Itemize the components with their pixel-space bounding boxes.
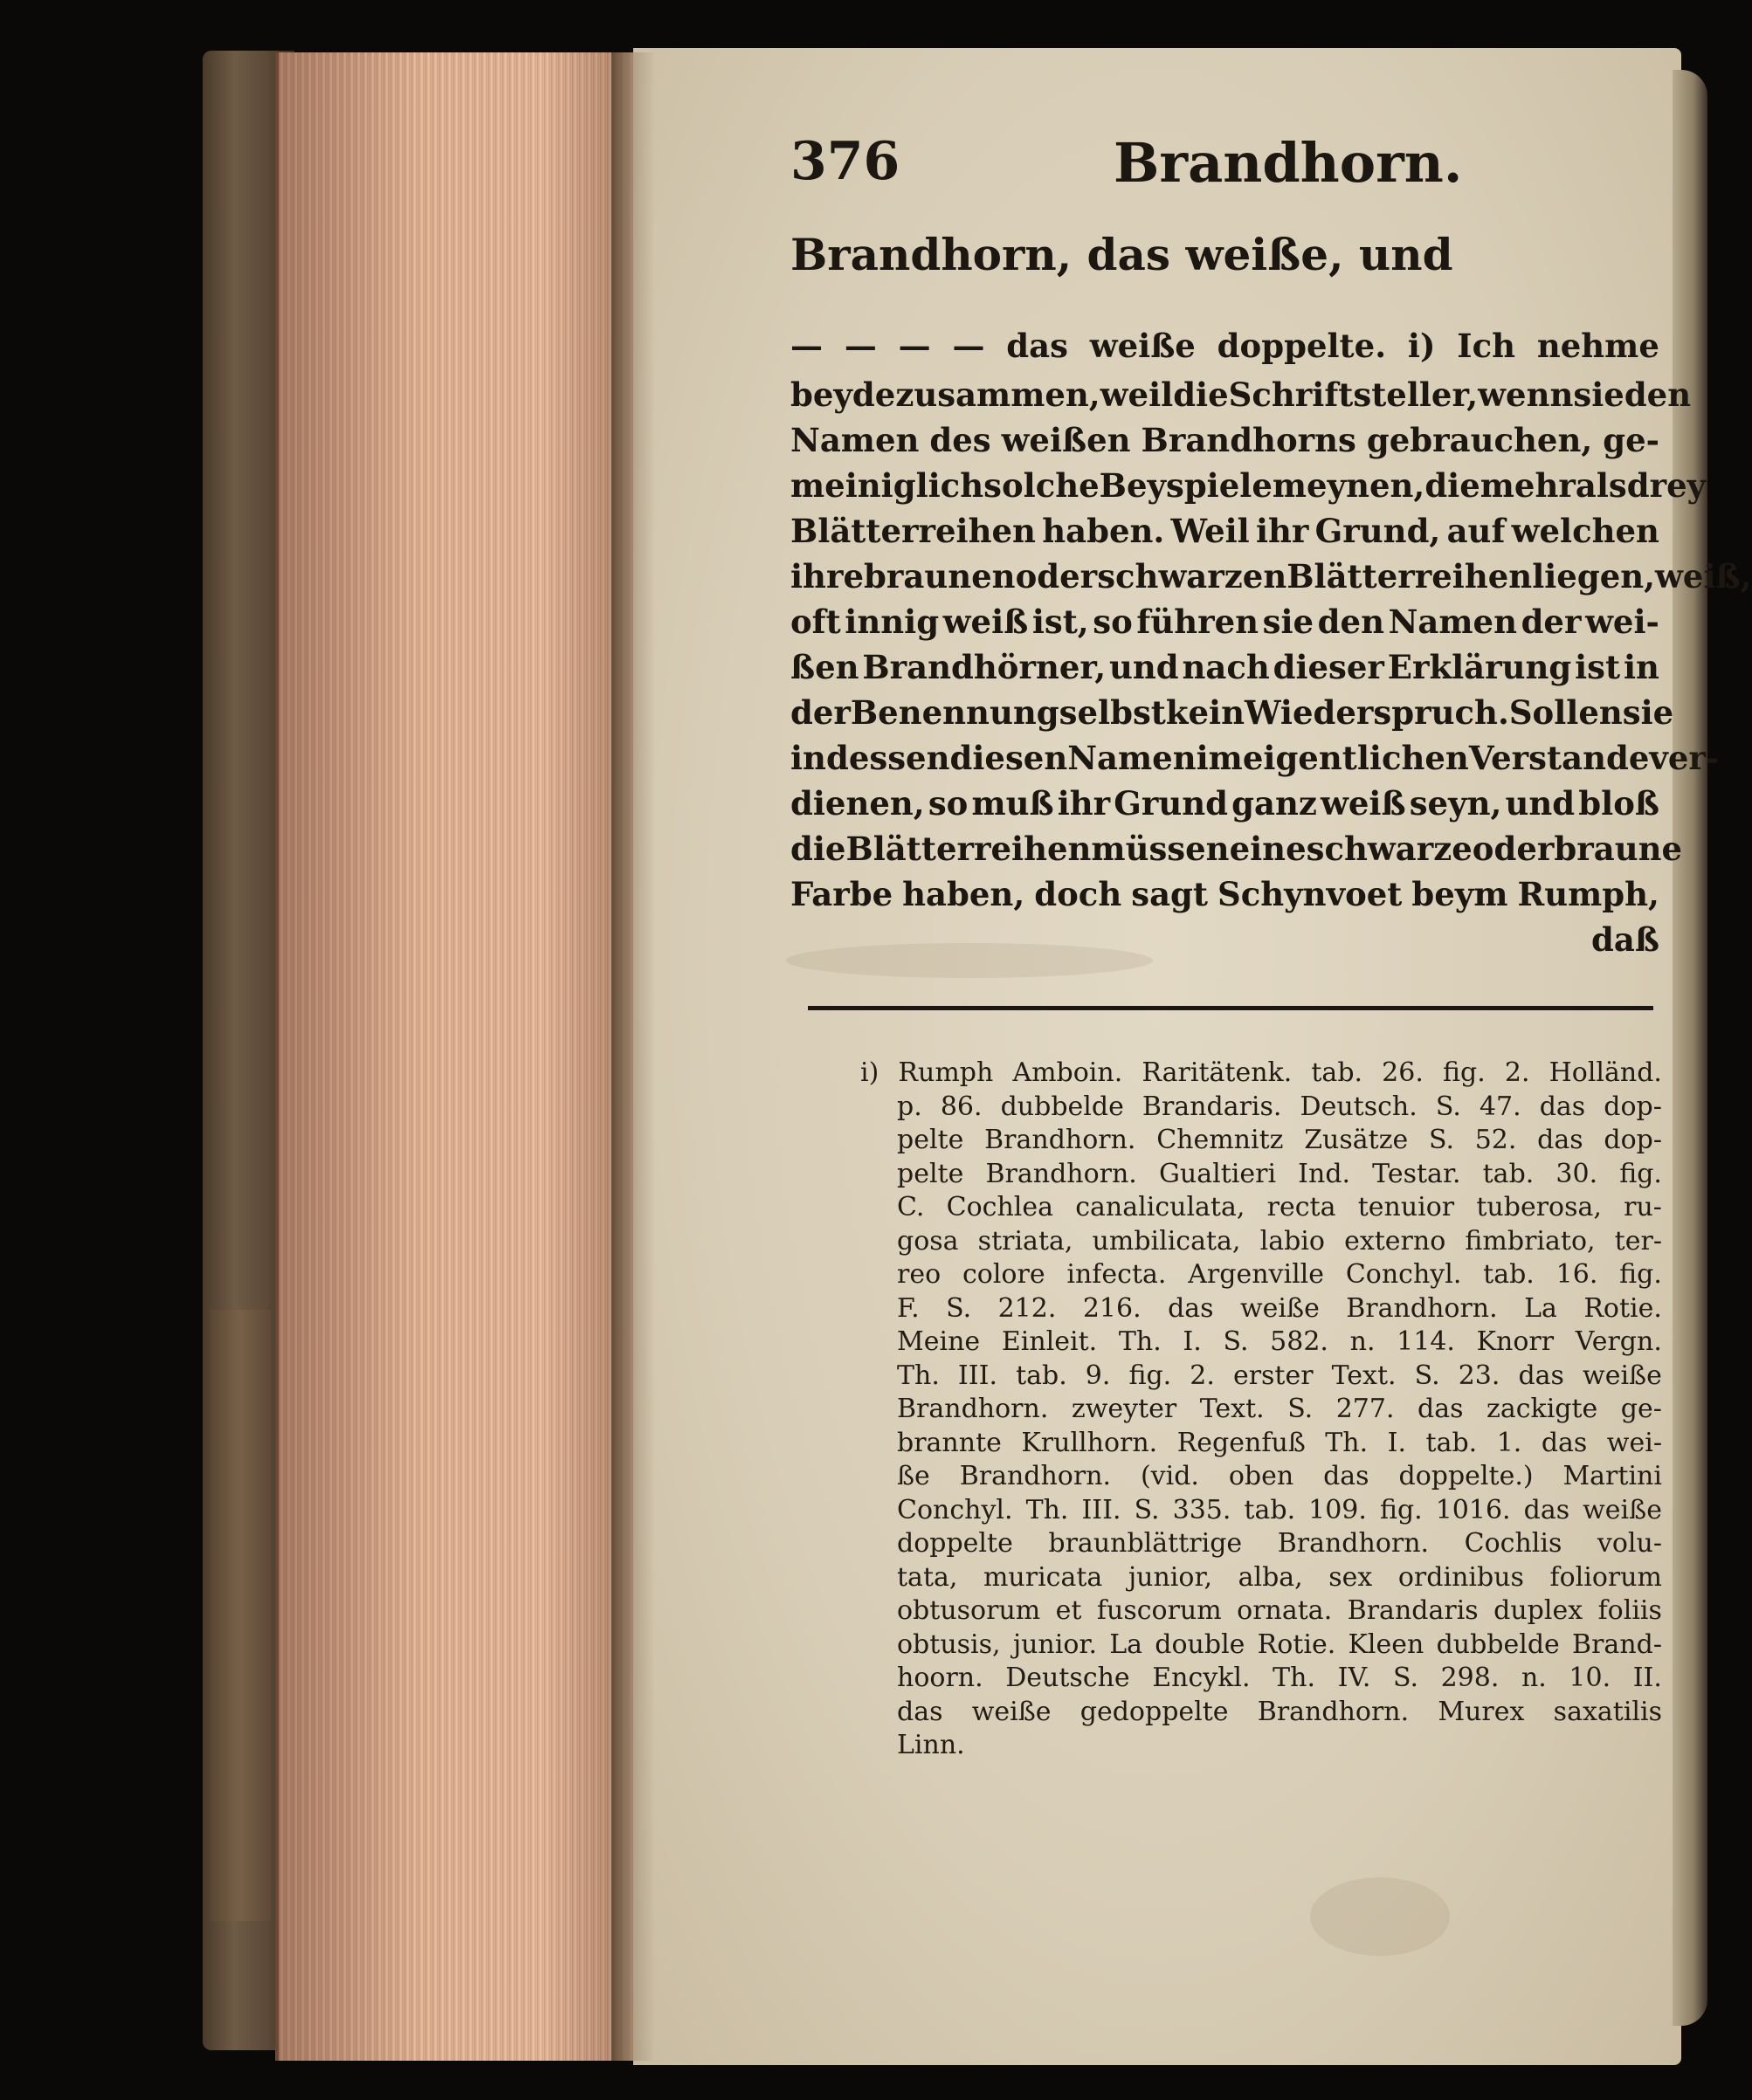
footnote-line: Conchyl. Th. III. S. 335. tab. 109. fig. 1016. das weiße: [897, 1494, 1662, 1525]
footnote-line: Brandhorn. zweyter Text. S. 277. das zackigte ge-: [897, 1394, 1662, 1424]
footnote-line: gosa striata, umbilicata, labio externo fimbriato, ter-: [897, 1225, 1662, 1257]
footnote-line: brannte Krullhorn. Regenfuß Th. I. tab. 1. das wei-: [897, 1427, 1662, 1458]
body-text-line: — — — — das weiße doppelte. i) Ich nehme: [790, 327, 1659, 365]
footnote-rule: [808, 1006, 1653, 1010]
body-text-line: die Blätterreihen müssen eine schwarze oder braune: [790, 830, 1683, 868]
footnote: [860, 1057, 1662, 1763]
body-text-line: der Benennung selbst kein Wiederspruch. Sollen sie: [790, 693, 1674, 732]
footnote-line: pelte Brandhorn. Chemnitz Zusätze S. 52. das dop-: [897, 1125, 1662, 1155]
footnote-line: C. Cochlea canaliculata, recta tenuior tuberosa, ru-: [897, 1192, 1662, 1222]
body-text-line: indessen diesen Namen im eigentlichen Verstande ver-: [790, 739, 1720, 777]
footnote-line: Th. III. tab. 9. fig. 2. erster Text. S. 23. das weiße: [897, 1360, 1662, 1391]
running-head: [790, 131, 1463, 210]
footnote-line: das weiße gedoppelte Brandhorn. Murex saxatilis: [897, 1696, 1662, 1727]
body-text-line: Namen des weißen Brandhorns gebrauchen, ge-: [790, 421, 1659, 459]
paper-stain: [1310, 1877, 1450, 1956]
footnote-line: F. S. 212. 216. das weiße Brandhorn. La Rotie.: [897, 1292, 1662, 1324]
body-text-line: ihre braunen oder schwarzen Blätterreihen liegen, weiß,: [790, 557, 1752, 596]
footnote-line: i) Rumph Amboin. Raritätenk. tab. 26. fig. 2. Holländ.: [860, 1057, 1662, 1088]
body-text-line: Farbe haben, doch sagt Schynvoet beym Rumph,: [790, 875, 1659, 913]
body-text: [790, 323, 1752, 962]
footnote-line: hoorn. Deutsche Encykl. Th. IV. S. 298. n. 10. II.: [897, 1663, 1662, 1693]
body-text-line: dienen, so muß ihr Grund ganz weiß seyn, und bloß: [790, 784, 1659, 823]
running-title: Brandhorn.: [1114, 131, 1463, 195]
footnote-line: ße Brandhorn. (vid. oben das doppelte.) Martini: [897, 1461, 1662, 1491]
entry-heading: Brandhorn, das weiße, und: [790, 229, 1453, 280]
footnote-line: doppelte braunblättrige Brandhorn. Cochlis volu-: [897, 1528, 1662, 1559]
footnote-line: obtusis, junior. La double Rotie. Kleen dubbelde Brand-: [897, 1628, 1662, 1660]
next-page-curl: [1673, 70, 1707, 2026]
footnote-line: Meine Einleit. Th. I. S. 582. n. 114. Knorr Vergn.: [897, 1326, 1662, 1357]
footnote-line: pelte Brandhorn. Gualtieri Ind. Testar. tab. 30. fig.: [897, 1158, 1662, 1189]
body-text-line: meiniglich solche Beyspiele meynen, die mehr als drey: [790, 466, 1707, 505]
page-stack-shading: [275, 52, 633, 2061]
footnote-line: p. 86. dubbelde Brandaris. Deutsch. S. 47. das dop-: [897, 1091, 1662, 1122]
body-text-line: oft innig weiß ist, so führen sie den Namen der wei-: [790, 602, 1659, 641]
body-text-line: Blätterreihen haben. Weil ihr Grund, auf welchen: [790, 512, 1659, 550]
body-text-line: beyde zusammen, weil die Schriftsteller, wenn sie den: [790, 375, 1692, 414]
body-text-line: ßen Brandhörner, und nach dieser Erklärung ist in: [790, 648, 1659, 686]
footnote-line: reo colore infecta. Argenville Conchyl. tab. 16. fig.: [897, 1259, 1662, 1290]
footnote-line: obtusorum et fuscorum ornata. Brandaris duplex foliis: [897, 1595, 1662, 1626]
page-number: 376: [790, 131, 900, 192]
footnote-line: tata, muricata junior, alba, sex ordinibus foliorum: [897, 1561, 1662, 1593]
book-cover-worn-patch: [210, 1310, 271, 1921]
body-text-line: daß: [1591, 920, 1659, 959]
page-gutter-shadow: [611, 52, 655, 2061]
footnote-line: Linn.: [897, 1730, 965, 1760]
